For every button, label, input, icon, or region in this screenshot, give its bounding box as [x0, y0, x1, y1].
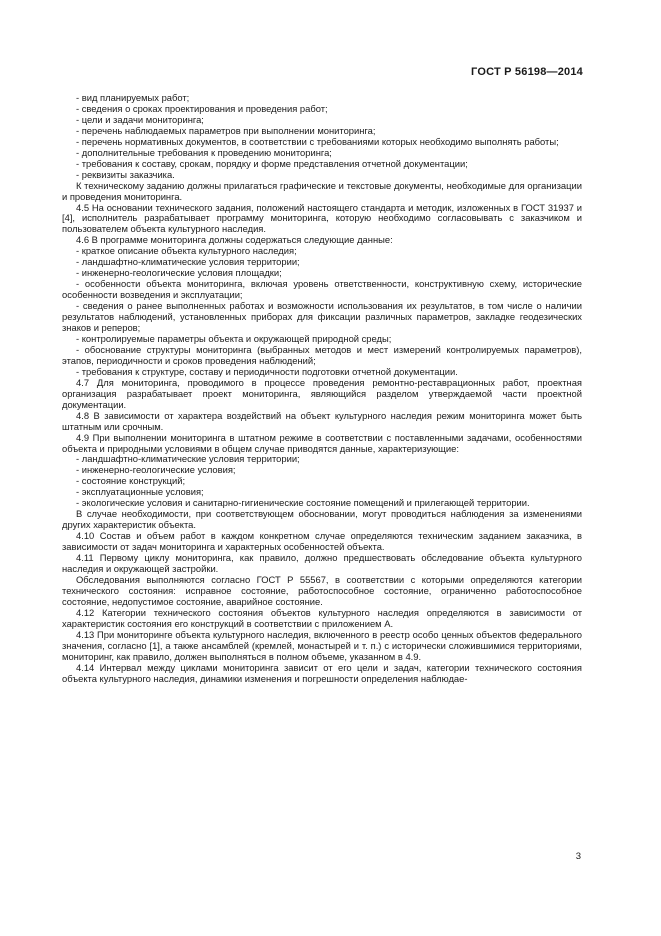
list-item: - инженерно-геологические условия;	[76, 464, 236, 476]
list-item: - особенности объекта мониторинга, включая уровень ответственности, конструктивную схему, исторические особенности возведения и эксплуатации;	[62, 278, 582, 301]
list-item: - обоснование структуры мониторинга (выбранных методов и мест измерений контролируемых параметров), этапов, периодичности и сроков проведения наблюдений;	[62, 343, 582, 366]
list-item: - ландшафтно-климатические условия территории;	[76, 256, 300, 268]
list-item: - экологические условия и санитарно-гигиенические состояние помещений и прилегающей территории.	[76, 497, 530, 509]
list-item: - перечень нормативных документов, в соответствии с требованиями которых необходимо выполнять работы;	[76, 135, 559, 147]
list-item: - цели и задачи мониторинга;	[76, 113, 204, 125]
list-item: - вид планируемых работ;	[76, 92, 190, 103]
list-item: - эксплуатационные условия;	[76, 486, 204, 498]
list-item: - перечень наблюдаемых параметров при выполнении мониторинга;	[76, 124, 376, 136]
paragraph: Обследования выполняются согласно ГОСТ Р 55567, в соответствии с которыми определяются категории технического состояния: исправное состояние, работоспособное состояние, ограниченно работоспособное состояние, недопустимое состояние, аварийное состояние.	[62, 573, 582, 607]
paragraph: 4.10 Состав и объем работ в каждом конкретном случае определяются техническим заданием заказчика, в зависимости от задач мониторинга и характерных особенностей объекта.	[62, 530, 582, 553]
paragraph: 4.5 На основании технического задания, положений настоящего стандарта и методик, изложенных в ГОСТ 31937 и [4], исполнитель разрабатывает программу мониторинга, которую необходимо согласовывать с заказчиком и пользователем объекта культурного наследия.	[62, 201, 582, 235]
paragraph: К техническому заданию должны прилагаться графические и текстовые документы, необходимые для организации и проведения мониторинга.	[62, 179, 582, 202]
paragraph: В случае необходимости, при соответствующем обосновании, могут проводиться наблюдения за изменениями других характеристик объекта.	[62, 508, 582, 531]
document-header-standard-number: ГОСТ Р 56198—2014	[471, 66, 583, 78]
list-item: - краткое описание объекта культурного наследия;	[76, 245, 297, 257]
paragraph: 4.12 Категории технического состояния объектов культурного наследия определяются в зависимости от характеристик состояния его конструкций в соответствии с приложением А.	[62, 606, 582, 629]
page-number: 3	[575, 851, 581, 862]
paragraph: 4.13 При мониторинге объекта культурного наследия, включенного в реестр особо ценных объектов федерального значения, согласно [1], а также ансамблей (кремлей, монастырей и т. п.) с исторически сложившимися территориями, мониторинг, как правило, должен выполняться в полном объеме, указанном в 4.9.	[62, 628, 582, 662]
list-item: - инженерно-геологические условия площадки;	[76, 267, 282, 279]
paragraph: 4.14 Интервал между циклами мониторинга зависит от его цели и задач, категории технического состояния объекта культурного наследия, динамики изменения и погрешности определения наблюдае-	[62, 661, 582, 684]
list-item: - состояние конструкций;	[76, 475, 186, 487]
paragraph: 4.7 Для мониторинга, проводимого в процессе проведения ремонтно-реставрационных работ, проектная организация разрабатывает проект мониторинга, являющийся разделом утверждаемой части проектной документации.	[62, 376, 582, 410]
paragraph: 4.9 При выполнении мониторинга в штатном режиме в соответствии с поставленными задачами, особенностями объекта и природными условиями в общем случае приводятся данные, характеризующие:	[62, 431, 582, 454]
list-item: - дополнительные требования к проведению мониторинга;	[76, 146, 332, 158]
paragraph: 4.11 Первому циклу мониторинга, как правило, должно предшествовать обследование объекта культурного наследия и окружающей застройки.	[62, 552, 582, 574]
list-item: - сведения о сроках проектирования и проведения работ;	[76, 102, 328, 114]
list-item: - контролируемые параметры объекта и окружающей природной среды;	[76, 332, 392, 344]
paragraph: 4.8 В зависимости от характера воздействий на объект культурного наследия режим мониторинга может быть штатным или срочным.	[62, 409, 582, 432]
list-item: - требования к составу, срокам, порядку и форме представления отчетной документации;	[76, 157, 468, 169]
document-body	[62, 93, 582, 684]
list-item: - сведения о ранее выполненных работах и возможности использования их результатов, в том числе о наличии результатов наблюдений, установленных приборах для фиксации различных параметров, закладке геодезических знаков и реперов;	[62, 300, 582, 334]
list-item: - требования к структуре, составу и периодичности подготовки отчетной документации.	[76, 365, 458, 377]
list-item: - реквизиты заказчика.	[76, 168, 175, 180]
list-item: - ландшафтно-климатические условия территории;	[76, 453, 300, 465]
paragraph: 4.6 В программе мониторинга должны содержаться следующие данные:	[76, 234, 393, 246]
